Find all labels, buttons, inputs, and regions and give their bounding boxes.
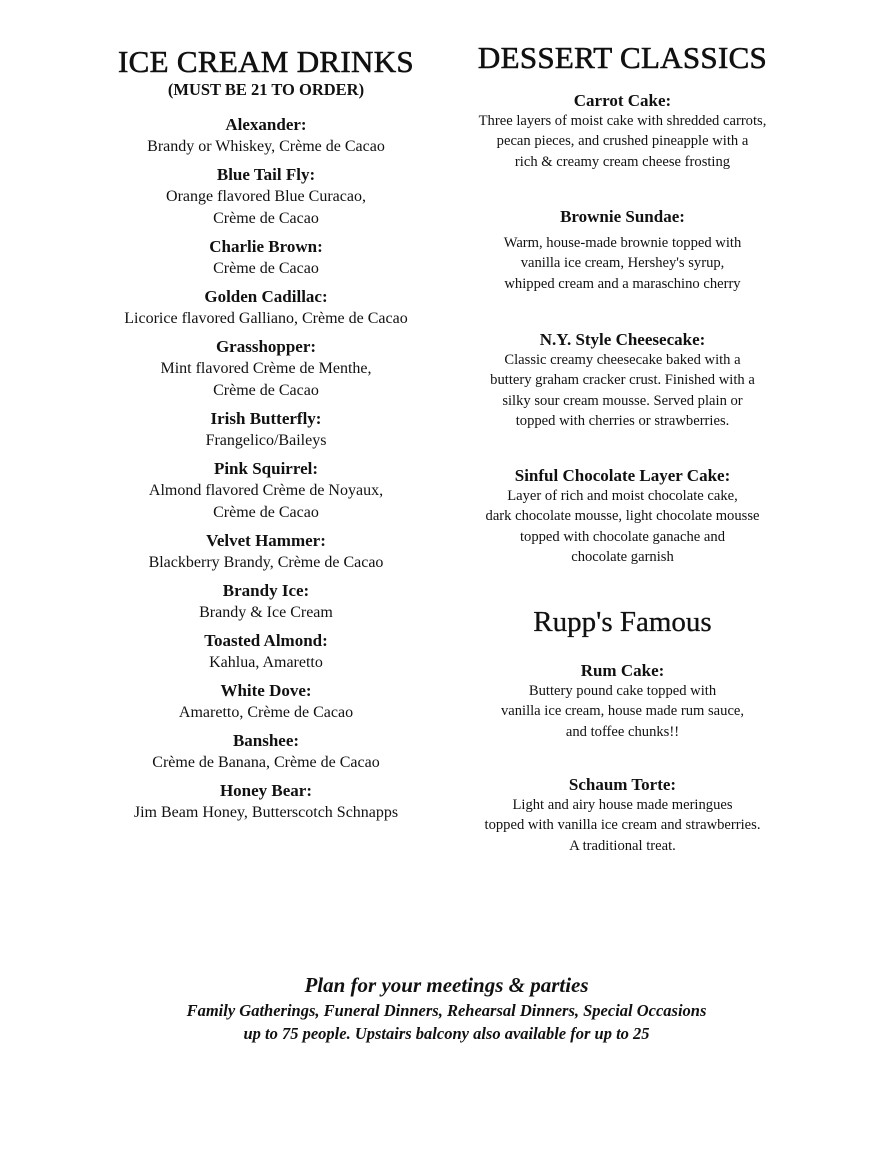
dessert-classics-section bbox=[450, 40, 795, 870]
drink-desc-line: Crème de Cacao bbox=[213, 504, 319, 521]
events-footer bbox=[100, 972, 793, 1045]
dessert-desc-line: Layer of rich and moist chocolate cake, bbox=[507, 488, 738, 504]
ice-cream-drinks-section bbox=[92, 44, 440, 824]
dessert-desc-line: silky sour cream mousse. Served plain or bbox=[502, 392, 743, 409]
drink-item bbox=[92, 164, 440, 230]
dessert-desc-line: buttery graham cracker crust. Finished with a bbox=[490, 372, 755, 389]
famous-item bbox=[450, 774, 795, 856]
drink-name: Irish Butterfly: bbox=[210, 409, 322, 428]
dessert-desc-line: vanilla ice cream, house made rum sauce, bbox=[500, 703, 745, 720]
drink-desc-line: Crème de Cacao bbox=[213, 382, 319, 399]
drink-desc-line: Blackberry Brandy, Crème de Cacao bbox=[148, 554, 384, 571]
drink-desc-line: Frangelico/Baileys bbox=[205, 432, 327, 449]
dessert-desc-line: Light and airy house made meringues bbox=[512, 797, 733, 813]
drink-item bbox=[92, 680, 440, 724]
drink-item bbox=[92, 236, 440, 280]
drink-item bbox=[92, 286, 440, 330]
dessert-desc-line: A traditional treat. bbox=[569, 837, 676, 854]
drink-name: Velvet Hammer: bbox=[206, 531, 326, 550]
drink-desc-line: Brandy or Whiskey, Crème de Cacao bbox=[147, 138, 385, 155]
events-title: Plan for your meetings & parties bbox=[304, 973, 589, 997]
drink-name: Banshee: bbox=[232, 731, 300, 750]
dessert-item bbox=[450, 465, 795, 568]
ice-cream-drinks-title: ICE CREAM DRINKS bbox=[118, 44, 414, 79]
drink-item bbox=[92, 458, 440, 524]
dessert-item bbox=[450, 329, 795, 432]
events-line: Family Gatherings, Funeral Dinners, Rehearsal Dinners, Special Occasions bbox=[186, 1001, 707, 1020]
dessert-desc-line: and toffee chunks!! bbox=[565, 723, 680, 740]
dessert-name: Rum Cake: bbox=[580, 661, 665, 680]
dessert-desc-line: topped with cherries or strawberries. bbox=[515, 413, 730, 430]
drink-item bbox=[92, 114, 440, 158]
drink-name: White Dove: bbox=[220, 681, 312, 700]
drink-name: Brandy Ice: bbox=[222, 581, 310, 600]
dessert-name: Schaum Torte: bbox=[568, 775, 677, 794]
drink-name: Honey Bear: bbox=[219, 781, 313, 800]
dessert-desc-line: Buttery pound cake topped with bbox=[528, 683, 717, 699]
drink-name: Pink Squirrel: bbox=[213, 459, 319, 478]
drink-item bbox=[92, 730, 440, 774]
drink-item bbox=[92, 530, 440, 574]
drink-desc-line: Almond flavored Crème de Noyaux, bbox=[148, 482, 384, 499]
dessert-desc-line: vanilla ice cream, Hershey's syrup, bbox=[520, 255, 725, 272]
age-requirement-note: (MUST BE 21 TO ORDER) bbox=[167, 80, 365, 99]
dessert-desc-line: Classic creamy cheesecake baked with a bbox=[504, 352, 741, 368]
dessert-name: N.Y. Style Cheesecake: bbox=[539, 330, 706, 349]
dessert-item bbox=[450, 90, 795, 172]
dessert-desc-line: topped with vanilla ice cream and strawberries. bbox=[484, 817, 761, 834]
drink-item bbox=[92, 408, 440, 452]
rupps-famous-title: Rupp's Famous bbox=[533, 606, 712, 638]
dessert-name: Sinful Chocolate Layer Cake: bbox=[514, 466, 731, 485]
drink-item bbox=[92, 780, 440, 824]
drink-name: Charlie Brown: bbox=[209, 237, 323, 256]
drink-name: Blue Tail Fly: bbox=[216, 165, 316, 184]
dessert-item bbox=[450, 206, 795, 294]
drink-desc-line: Jim Beam Honey, Butterscotch Schnapps bbox=[133, 804, 399, 821]
drink-desc-line: Amaretto, Crème de Cacao bbox=[178, 704, 354, 721]
drink-name: Golden Cadillac: bbox=[204, 287, 328, 306]
dessert-desc-line: chocolate garnish bbox=[571, 549, 674, 566]
dessert-desc-line: rich & creamy cream cheese frosting bbox=[514, 153, 731, 170]
dessert-name: Brownie Sundae: bbox=[560, 207, 685, 226]
dessert-name: Carrot Cake: bbox=[573, 91, 672, 110]
drink-name: Grasshopper: bbox=[215, 337, 317, 356]
dessert-desc-line: pecan pieces, and crushed pineapple with a bbox=[496, 133, 749, 150]
drink-desc-line: Crème de Cacao bbox=[213, 260, 319, 277]
dessert-desc-line: dark chocolate mousse, light chocolate mousse bbox=[485, 508, 760, 525]
events-line: up to 75 people. Upstairs balcony also available for up to 25 bbox=[243, 1024, 650, 1043]
famous-item bbox=[450, 660, 795, 742]
dessert-desc-line: whipped cream and a maraschino cherry bbox=[504, 275, 741, 292]
drink-desc-line: Licorice flavored Galliano, Crème de Cacao bbox=[124, 310, 408, 327]
dessert-desc-line: topped with chocolate ganache and bbox=[519, 528, 726, 545]
drink-item bbox=[92, 580, 440, 624]
drink-desc-line: Crème de Banana, Crème de Cacao bbox=[152, 754, 380, 771]
drink-name: Toasted Almond: bbox=[204, 631, 328, 650]
dessert-desc-line: Three layers of moist cake with shredded carrots, bbox=[478, 113, 767, 129]
drink-desc-line: Orange flavored Blue Curacao, bbox=[166, 188, 366, 205]
drink-desc-line: Brandy & Ice Cream bbox=[199, 604, 333, 621]
drink-desc-line: Kahlua, Amaretto bbox=[209, 654, 323, 671]
spacer bbox=[92, 100, 440, 108]
dessert-desc-line: Warm, house-made brownie topped with bbox=[503, 235, 742, 251]
drink-item bbox=[92, 336, 440, 402]
drink-name: Alexander: bbox=[225, 115, 307, 134]
drink-item bbox=[92, 630, 440, 674]
drink-desc-line: Mint flavored Crème de Menthe, bbox=[160, 360, 372, 377]
drink-desc-line: Crème de Cacao bbox=[213, 210, 319, 227]
dessert-classics-title: DESSERT CLASSICS bbox=[477, 40, 768, 75]
